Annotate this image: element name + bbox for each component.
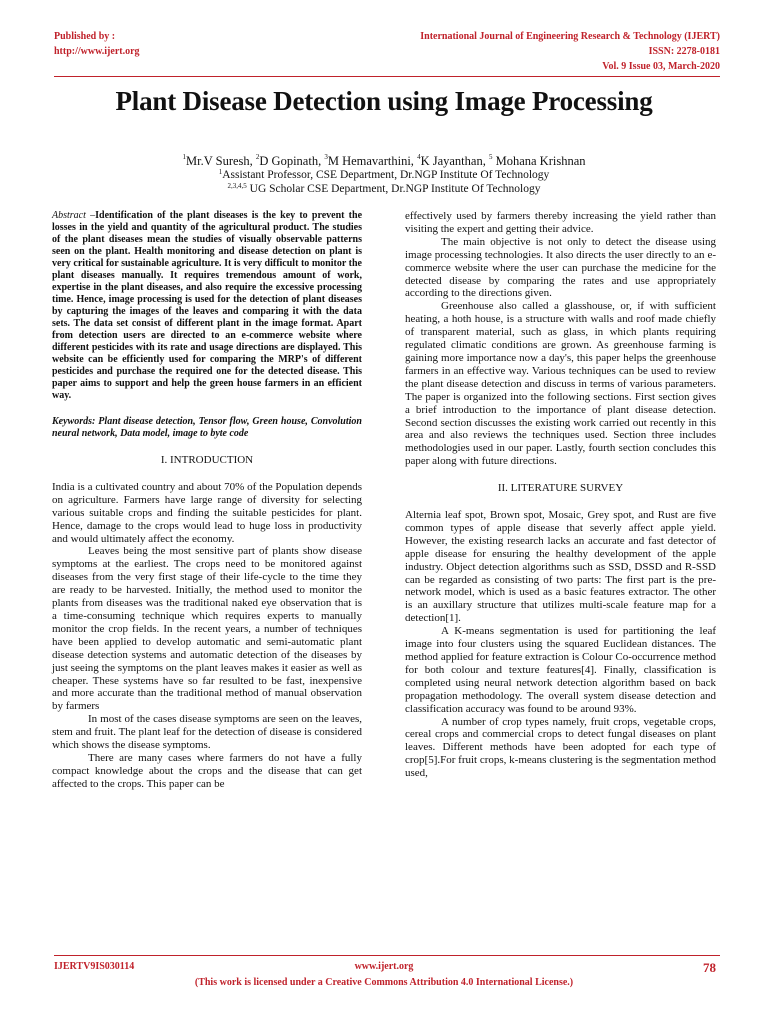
- paragraph: In most of the cases disease symptoms are seen on the leaves, stem and fruit. The plant leaf for the detection of disease is considered which shows the disease symptoms.: [52, 713, 362, 752]
- left-column: [52, 210, 362, 791]
- publisher-link[interactable]: http://www.ijert.org: [54, 46, 140, 57]
- abstract-label: Abstract –: [52, 210, 96, 221]
- author-sup: 3: [324, 153, 328, 161]
- footer-license: (This work is licensed under a Creative Commons Attribution 4.0 International License.): [194, 977, 574, 988]
- abstract: [52, 210, 362, 402]
- right-column: [405, 210, 716, 780]
- journal-name: International Journal of Engineering Research & Technology (IJERT): [420, 31, 720, 42]
- paragraph: There are many cases where farmers do not have a fully compact knowledge about the crops and the disease that can get affected to the crops. This paper can be: [52, 751, 362, 790]
- footer-paper-id: IJERTV9IS030114: [54, 961, 135, 972]
- affiliation-sup: 2,3,4,5: [227, 182, 247, 190]
- header-journal: [420, 29, 720, 74]
- keywords: Keywords: Plant disease detection, Tensor flow, Green house, Convolution neural network, Data model, image to byte code: [52, 416, 362, 439]
- paragraph: Greenhouse also called a glasshouse, or, if with sufficient heating, a hoth house, is a structure with walls and roof made chiefly of transparent material, such as glass, in which plants requiring regulated climatic conditions are grown. As greenhouse farming is gaining more importance now a day's, this paper helps the greenhouse farmers in an effective way. Various techniques can be used to review the plant disease detection and discuss in terms of various parameters. The paper is organized into the following sections. First section gives a brief introduction to the importance of plant disease detection. Second section discusses the existing work carried out recently in this area and also reviews the techniques used. Section three includes methodologies used in our paper. Lastly, fourth section concludes this paper along with future directions.: [405, 300, 716, 468]
- affiliation-sup: 1: [218, 168, 223, 176]
- footer-divider: [54, 955, 720, 956]
- affiliation-text: Assistant Professor, CSE Department, Dr.NGP Institute Of Technology: [222, 169, 550, 181]
- author-name: D Gopinath,: [259, 154, 325, 168]
- paragraph: effectively used by farmers thereby increasing the yield rather than visiting the expert and getting their advice.: [405, 210, 716, 235]
- section-heading-introduction: I. INTRODUCTION: [160, 454, 254, 466]
- page-number: 78: [703, 960, 716, 975]
- header-divider: [54, 76, 720, 77]
- author-name: Mohana Krishnan: [492, 154, 586, 168]
- author-name: Mr.V Suresh,: [185, 154, 256, 168]
- paragraph: Leaves being the most sensitive part of plants show disease symptoms at the earliest. The crops need to be monitored against diseases from the very first stage of their life-cycle to the time they are ready to be harvested. Initially, the method used to monitor the plants from diseases was the traditional naked eye observation that is a time-consuming technique which requires experts to manually monitor the crop fields. In the recent years, a number of techniques have been applied to develop automatic and semi-automatic plant disease detection systems and automatic detection of the diseases by just seeing the symptoms on the plant leaves makes it easier as well as cheaper. These systems have so far resulted to be fast, inexpensive and more accurate than the traditional method of manual observation by farmers: [52, 545, 362, 713]
- author-list: [0, 154, 768, 169]
- author-name: M Hemavarthini,: [327, 154, 418, 168]
- journal-issn: ISSN: 2278-0181: [648, 46, 720, 57]
- paragraph: A number of crop types namely, fruit crops, vegetable crops, cereal crops and commercial crops to detect fungal diseases on plant leaves. Different methods have been adopted for each type of crop[5].For fruit crops, k-means clustering is the segmentation method used,: [405, 715, 716, 780]
- paper-title: Plant Disease Detection using Image Processing: [115, 86, 653, 116]
- section-heading-literature-survey: II. LITERATURE SURVEY: [497, 482, 624, 495]
- published-by-label: Published by :: [54, 31, 116, 42]
- journal-volume: Vol. 9 Issue 03, March-2020: [602, 61, 720, 72]
- paragraph: The main objective is not only to detect the disease using image processing technologies. It also directs the user directly to an e-commerce website where the user can purchase the medicine for the detected disease by comparing the rates and use appropriately according to the directions given.: [405, 235, 716, 300]
- author-sup: 2: [255, 153, 260, 161]
- author-sup: 1: [182, 153, 186, 161]
- affiliation-text: UG Scholar CSE Department, Dr.NGP Institute Of Technology: [246, 183, 541, 195]
- abstract-text: Identification of the plant diseases is the key to prevent the losses in the yield and quantity of the agricultural product. The studies of the plant diseases mean the studies of visually observable patterns seen on the plant. Health monitoring and disease detection on plant is very critical for sustainable agriculture. It is very difficult to monitor the plant diseases manually. It requires tremendous amount of work, expertise in the plant diseases, and also require the excessive processing time. Hence, image processing is used for the detection of plant diseases by capturing the images of the leaves and comparing it with the data sets. The data set consist of different plant in the image format. Apart from detection users are directed to an e-commerce website where different pesticides with its rate and usage directions are displayed. This website can be efficiently used for comparing the MRP's of different pesticides and purchase the required one for the detected disease. This paper aims to support and help the green house farmers in an efficient way.: [52, 210, 363, 401]
- header-publisher: [54, 29, 140, 59]
- footer-site-link[interactable]: www.ijert.org: [354, 961, 414, 972]
- affiliation-2: [0, 183, 768, 195]
- paragraph: Alternia leaf spot, Brown spot, Mosaic, Grey spot, and Rust are five common types of apple disease that severly affect apple yield. However, the existing research lacks an accurate and fast detector of apple disease for ensuring the healthy development of the apple industry. Object detection algorithms such as SSD, DSSD and R-SSD can be regarded as consisting of two parts: The first part is the pre-network model, which is used as a basic features extractor. The other is an auxillary structure that utilizes multi-scale feature map for a detection[1].: [405, 509, 716, 625]
- author-sup: 5: [488, 153, 493, 161]
- paragraph: India is a cultivated country and about 70% of the Population depends on agriculture. Farmers have large range of diversity for selecting various suitable crops and finding the suitable pesticides for plant. Hence, damage to the crops would lead to huge loss in productivity and would ultimately affect the economy.: [52, 480, 362, 545]
- author-sup: 4: [417, 153, 421, 161]
- affiliation-1: [0, 169, 768, 181]
- paragraph: A K-means segmentation is used for partitioning the leaf image into four clusters using the squared Euclidean distances. The method applied for feature extraction is Colour Co-occurrence method for both colour and texture features[4]. Finally, classification is completed using neural network detection algorithm based on back propagation methodology. The overall system disease detection and classification accuracy was found to be around 93%.: [405, 625, 716, 715]
- author-name: K Jayanthan,: [420, 154, 489, 168]
